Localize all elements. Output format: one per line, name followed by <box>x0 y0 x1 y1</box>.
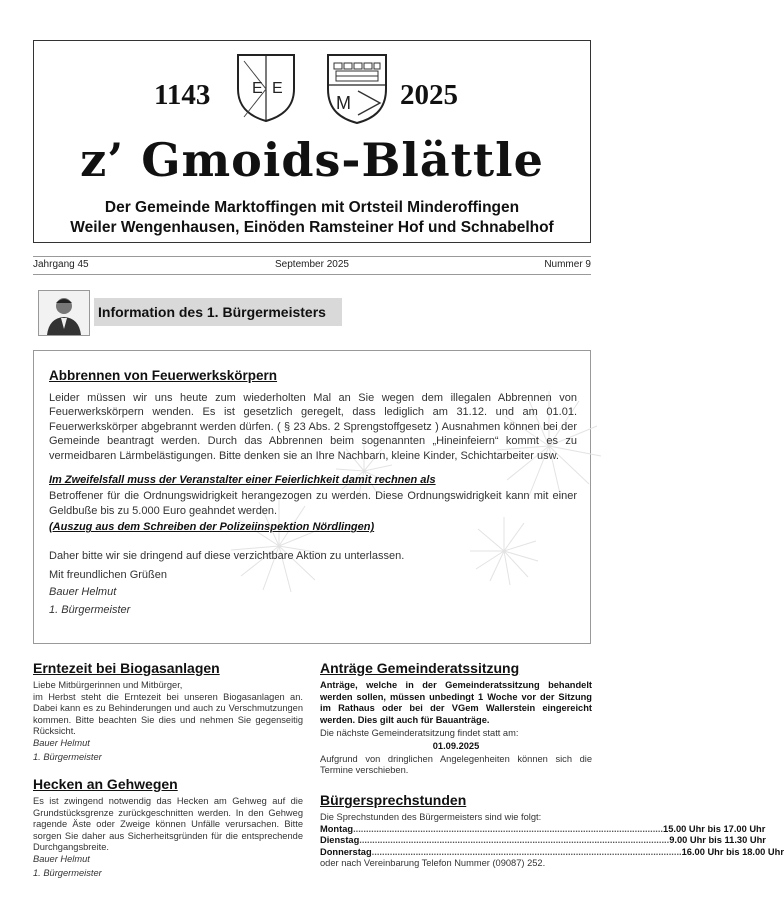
notice-source: (Auszug aus dem Schreiben der Polizeiinspektion Nördlingen) <box>49 521 375 534</box>
crest-letter-right: E <box>272 80 283 97</box>
harvest-salutation: Liebe Mitbürgerinnen und Mitbürger, <box>33 680 183 690</box>
subtitle-line-2: Weiler Wengenhausen, Einöden Ramsteiner Hof und Schnabelhof <box>70 219 554 236</box>
leader-dots: ........................................................................................................................ <box>359 835 670 846</box>
leader-dots: ........................................................................................................................ <box>371 846 682 857</box>
newspaper-title: z’ Gmoids-Blättle <box>80 133 544 187</box>
harvest-heading: Erntezeit bei Biogasanlagen <box>33 660 220 676</box>
coat-of-arms-right <box>324 51 390 125</box>
office-day: Dienstag <box>320 835 360 846</box>
notice-signer: Bauer Helmut <box>49 586 117 599</box>
notice-warning: Im Zweifelsfall muss der Veranstalter einer Feierlichkeit damit rechnen als <box>49 473 436 486</box>
office-time: 15.00 Uhr bis 17.00 Uhr <box>663 823 766 834</box>
office-hours-article <box>320 792 784 870</box>
issue-month: September 2025 <box>275 259 349 270</box>
notice-paragraph-2: Betroffener für die Ordnungswidrigkeit herangezogen zu werden. Diese Ordnungswidrigkeit kann mit einer Geldbuße bis zu 5.000 Euro geahndet werden. <box>49 490 577 517</box>
hedges-signer: Bauer Helmut <box>33 853 90 864</box>
council-note: Aufgrund von dringlichen Angelegenheiten können sich die Termine verschieben. <box>320 753 592 776</box>
hedges-role: 1. Bürgermeister <box>33 867 102 878</box>
office-hours-row <box>320 835 766 847</box>
notice-heading: Abbrennen von Feuerwerkskörpern <box>49 368 278 383</box>
subtitle-line-1: Der Gemeinde Marktoffingen mit Ortsteil Minderoffingen <box>104 199 520 216</box>
crest-letter-left: E <box>252 80 263 97</box>
masthead <box>33 40 591 243</box>
hedges-heading: Hecken an Gehwegen <box>33 776 178 792</box>
hedges-body: Es ist zwingend notwendig das Hecken am Gehweg auf die Grundstücksgrenze zurückgeschnitten werden. In den Gehweg ragende Äste oder Zweige können Unfälle verursachen. Bitte sorgen Sie daher aus Sicherheitsgründen für die entsprechende Durchgangsbreite. <box>33 796 303 853</box>
harvest-article <box>33 660 303 763</box>
coat-of-arms-left <box>234 51 298 123</box>
office-hours-heading: Bürgersprechstunden <box>320 792 467 808</box>
council-next-meeting: Die nächste Gemeinderatsitzung findet statt am: <box>320 728 519 739</box>
founding-year: 1143 <box>154 79 211 111</box>
office-hours-row <box>320 846 784 859</box>
crest-letter-m: M <box>336 93 351 113</box>
mayor-photo <box>38 290 90 336</box>
leader-dots: ........................................................................................................................ <box>353 823 664 834</box>
harvest-body: im Herbst steht die Erntezeit bei unseren Biogasanlagen an. Dabei kann es zu Behinderungen und auch zu Verschmutzungen kommen. Bitte beachten Sie dies und nehmen Sie gegenseitig Rücksicht. <box>33 691 303 737</box>
issue-volume: Jahrgang 45 <box>33 259 89 270</box>
office-day: Montag <box>320 823 354 834</box>
notice-paragraph-1: Leider müssen wir uns heute zum wiederholten Mal an Sie wegen dem illegalen Abbrennen von Feuerwerkskörpern wenden. Es ist gesetzlich geregelt, dass lediglich am 31.12. und am 01.01. Feuerwerkskörper abgebrannt werden dürfen. ( § 23 Abs. 2 Sprengstoffgesetz ) Ausnahmen können bei der Gemeinde beantragt werden. Durch das Abbrennen beim sogenannten „Hineinfeiern“ kommt es zu vermeidbaren Lärmbelästigungen. Bitte denken sie an Ihre Nachbarn, kleine Kinder, Schichtarbeiter usw. <box>49 391 577 462</box>
office-time: 16.00 Uhr bis 18.00 Uhr <box>681 846 784 857</box>
notice-content <box>49 369 577 617</box>
notice-closing: Daher bitte wir sie dringend auf diese verzichtbare Aktion zu unterlassen. <box>49 549 405 562</box>
office-hours-footer: oder nach Vereinbarung Telefon Nummer (09087) 252. <box>320 858 546 869</box>
mayor-section-title: Information des 1. Bürgermeisters <box>94 298 342 326</box>
council-date: 01.09.2025 <box>432 740 480 751</box>
office-hours-intro: Die Sprechstunden des Bürgermeisters sind wie folgt: <box>320 812 542 822</box>
notice-greeting: Mit freundlichen Grüßen <box>49 568 167 581</box>
hedges-article <box>33 776 303 879</box>
notice-role: 1. Bürgermeister <box>49 603 131 616</box>
office-day: Donnerstag <box>320 846 372 857</box>
office-hours-row <box>320 823 766 836</box>
current-year: 2025 <box>400 79 458 111</box>
office-time: 9.00 Uhr bis 11.30 Uhr <box>669 835 766 846</box>
harvest-signer: Bauer Helmut <box>33 737 90 748</box>
harvest-role: 1. Bürgermeister <box>33 751 102 762</box>
council-heading: Anträge Gemeinderatssitzung <box>320 660 520 676</box>
fireworks-notice <box>33 350 591 644</box>
issue-info-bar <box>33 256 591 275</box>
council-deadline-text: Anträge, welche in der Gemeinderatssitzung behandelt werden sollen, müssen unbedingt 1 Woche vor der Sitzung im Rathaus oder bei der VGem Wallerstein eingereicht werden. Dies gilt auch für Bauanträge. <box>320 680 592 725</box>
issue-number: Nummer 9 <box>544 259 591 270</box>
council-article <box>320 660 592 777</box>
